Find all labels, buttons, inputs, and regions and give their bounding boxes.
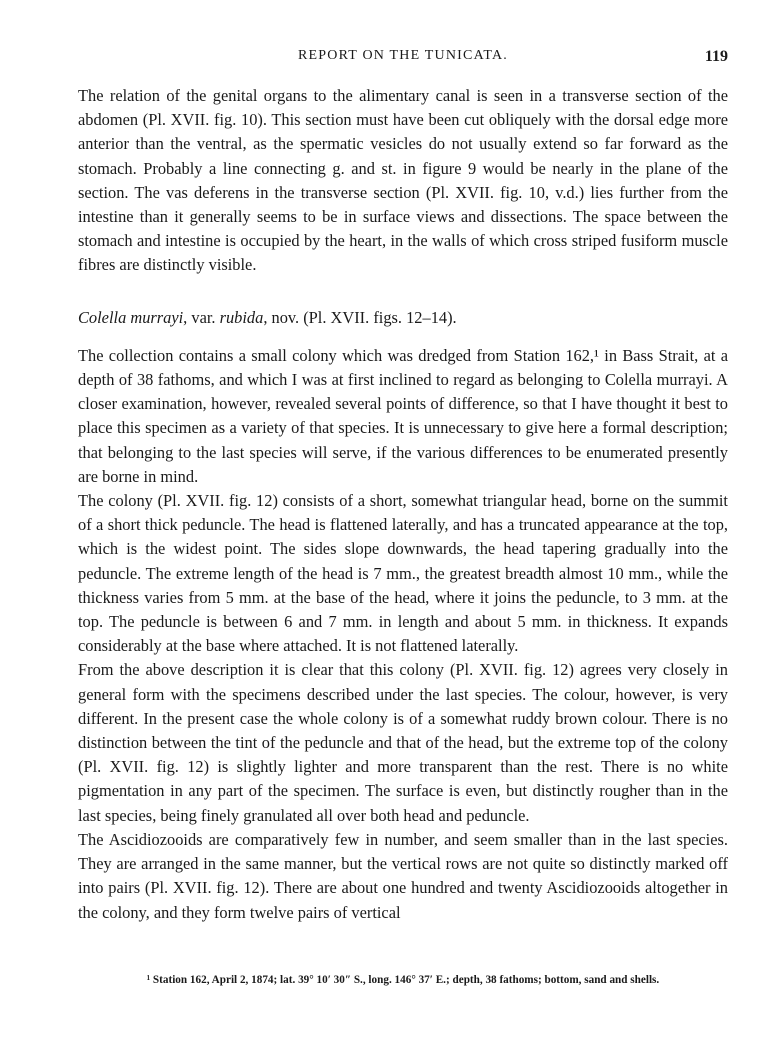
paragraph-colour: From the above description it is clear that this colony (Pl. XVII. fig. 12) agrees very closely in general form with the specimens described under the last species. The colour, however, is very different. In the present case the whole colony is of a somewhat ruddy brown colour. There is no distinction between the tint of the peduncle and that of the head, but the extreme top of the colony (Pl. XVII. fig. 12) is slightly lighter and more transparent than the rest. There is no white pigmentation in any part of the specimen. The surface is even, but distinctly rougher than in the last species, being finely granulated all over both head and peduncle.: [78, 660, 728, 825]
running-header: [78, 48, 728, 72]
heading-species-name: Colella murrayi: [78, 307, 184, 327]
running-title: REPORT ON THE TUNICATA.: [298, 48, 508, 63]
section-heading: [78, 306, 728, 330]
paragraph-genital-organs: The relation of the genital organs to the alimentary canal is seen in a transverse section of the abdomen (Pl. XVII. fig. 10). This section must have been cut obliquely with the dorsal edge more anterior than the ventral, as the spermatic vesicles do not usually extend so far forward as the stomach. Probably a line connecting g. and st. in figure 9 would be nearly in the plane of the section. The vas deferens in the transverse section (Pl. XVII. fig. 10, v.d.) lies further from the intestine than it generally seems to be in surface views and dissections. The space between the stomach and intestine is occupied by the heart, in the walls of which cross striped fusiform muscle fibres are distinctly visible.: [78, 86, 728, 275]
heading-var-prefix: , var.: [183, 307, 220, 327]
paragraph-ascidiozooids: The Ascidiozooids are comparatively few in number, and seem smaller than in the last species. They are arranged in the same manner, but the vertical rows are not quite so distinctly marked off into pairs (Pl. XVII. fig. 12). There are about one hundred and twenty Ascidiozooids altogether in the colony, and they form twelve pairs of vertical: [78, 829, 728, 922]
body-text: [78, 84, 728, 925]
page-number: 119: [704, 48, 728, 65]
heading-suffix: , nov. (Pl. XVII. figs. 12–14).: [263, 307, 457, 327]
heading-variety-name: rubida: [219, 307, 264, 327]
paragraph-colony-form: The colony (Pl. XVII. fig. 12) consists of a short, somewhat triangular head, borne on the summit of a short thick peduncle. The head is flattened laterally, and has a truncated appearance at the top, which is the widest point. The sides slope downwards, the head tapering gradually into the peduncle. The extreme length of the head is 7 mm., the greatest breadth almost 10 mm., while the thickness varies from 5 mm. at the base of the head, where it joins the peduncle, to 3 mm. at the top. The peduncle is between 6 and 7 mm. in length and about 5 mm. in thickness. It expands considerably at the base where attached. It is not flattened laterally.: [78, 491, 728, 656]
footnote: ¹ Station 162, April 2, 1874; lat. 39° 10′ 30″ S., long. 146° 37′ E.; depth, 38 fathoms; bottom, sand and shells.: [146, 974, 660, 986]
paragraph-collection: The collection contains a small colony which was dredged from Station 162,¹ in Bass Strait, at a depth of 38 fathoms, and which I was at first inclined to regard as belonging to Colella murrayi. A closer examination, however, revealed several points of difference, so that I have thought it best to place this specimen as a variety of that species. It is unnecessary to give here a formal description; that belonging to the last species will serve, if the various differences to be enumerated presently are borne in mind.: [78, 345, 728, 486]
